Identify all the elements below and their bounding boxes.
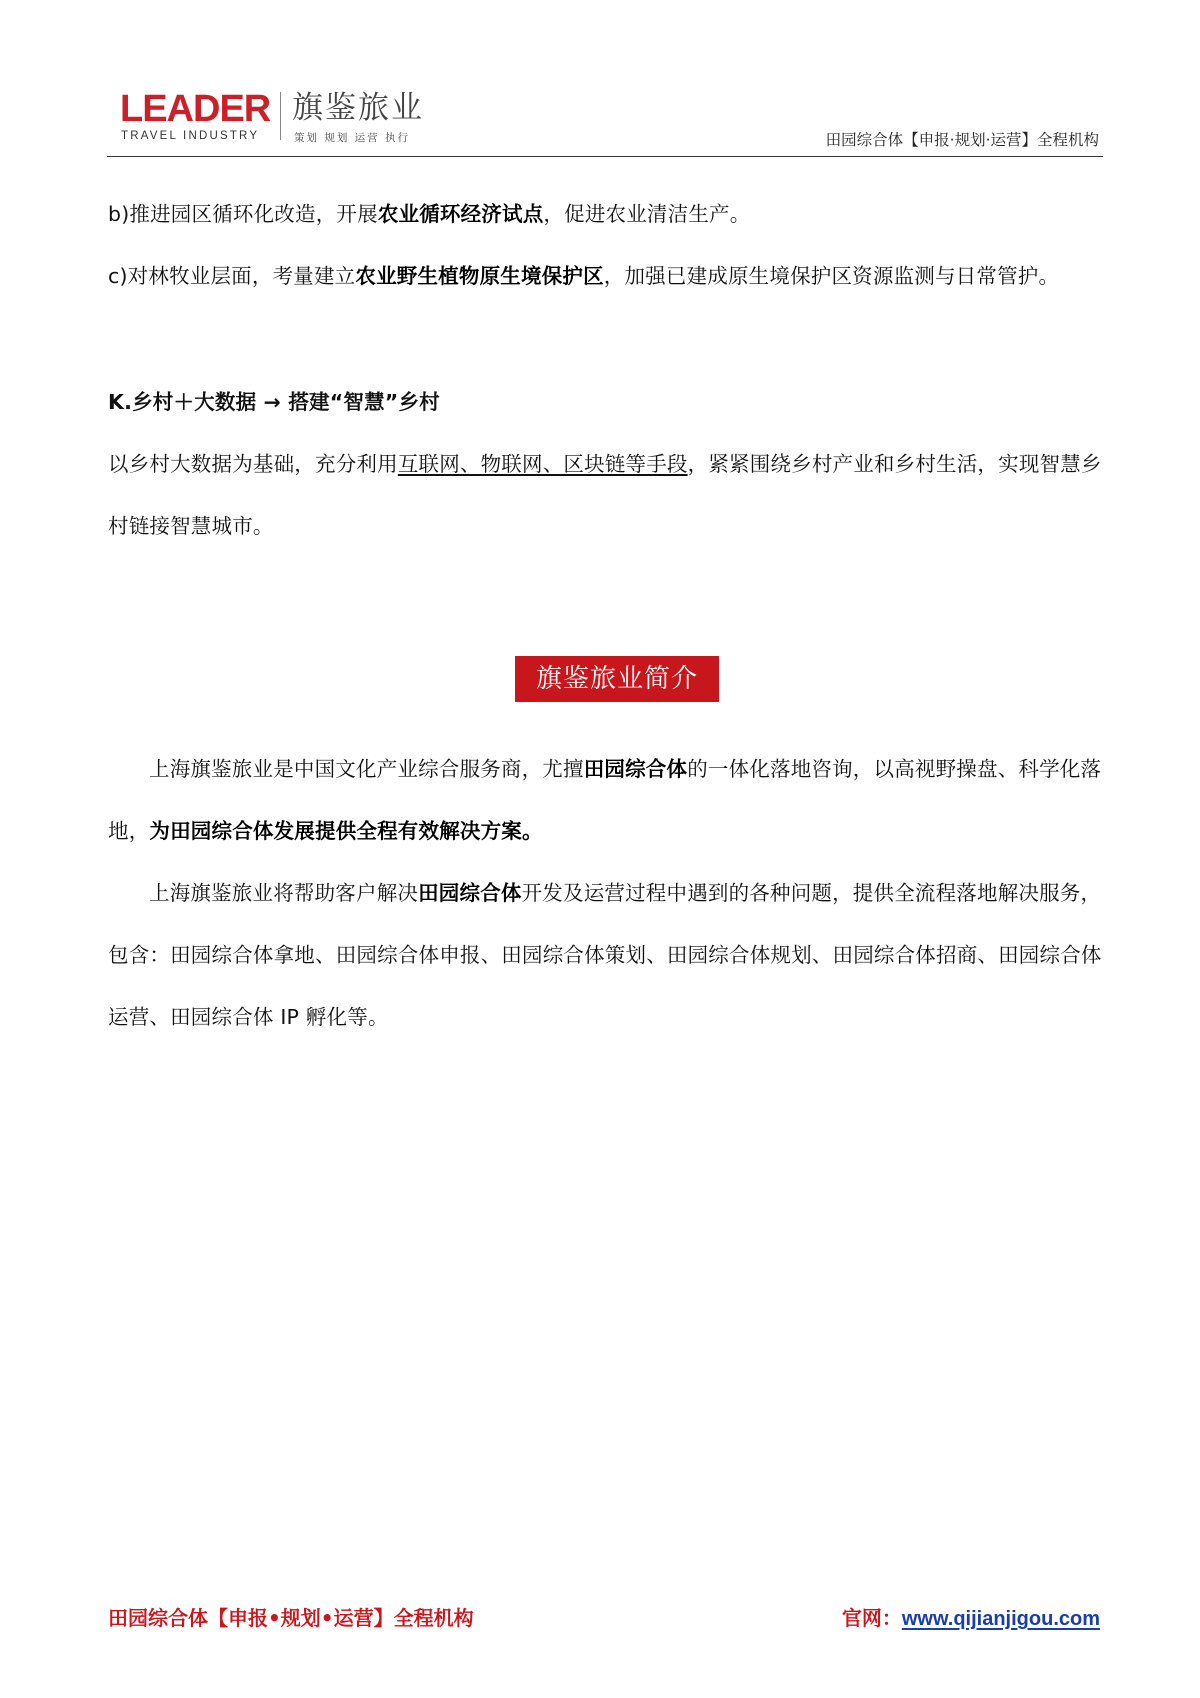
header-tagline: 田园综合体【申报·规划·运营】全程机构 — [825, 131, 1099, 149]
intro-paragraph-1: 上海旗鉴旅业是中国文化产业综合服务商，尤擅田园综合体的一体化落地咨询，以高视野操盘、科学化落地，为田园综合体发展提供全程有效解决方案。 — [108, 757, 1102, 843]
highlight-text: 田园综合体 — [583, 757, 688, 781]
paragraph-b: b)推进园区循环化改造，开展农业循环经济试点，促进农业清洁生产。 — [108, 202, 751, 226]
logo-english-subtitle: TRAVEL INDUSTRY — [121, 130, 260, 142]
highlight-text: 为田园综合体发展提供全程有效解决方案。 — [149, 819, 543, 843]
paragraph-k: 以乡村大数据为基础，充分利用互联网、物联网、区块链等手段，紧紧围绕乡村产业和乡村生活，实现智慧乡村链接智慧城市。 — [108, 452, 1102, 538]
footer-tagline: 田园综合体【申报•规划•运营】全程机构 — [108, 1606, 474, 1630]
website-link[interactable]: www.qijianjigou.com — [901, 1608, 1100, 1630]
logo-chinese: 旗鉴旅业 — [292, 90, 424, 126]
logo-chinese-subtitle: 策划 规划 运营 执行 — [294, 132, 411, 144]
highlight-text: 农业野生植物原生境保护区 — [355, 264, 604, 288]
logo-divider — [280, 92, 281, 140]
paragraph-c: c)对林牧业层面，考量建立农业野生植物原生境保护区，加强已建成原生境保护区资源监测与日常管护。 — [108, 264, 1060, 288]
section-heading-k: K.乡村＋大数据 → 搭建“智慧”乡村 — [108, 390, 440, 414]
page-header — [107, 80, 1103, 157]
logo-english: LEADER — [120, 88, 271, 130]
intro-paragraph-2: 上海旗鉴旅业将帮助客户解决田园综合体开发及运营过程中遇到的各种问题，提供全流程落地解决服务，包含：田园综合体拿地、田园综合体申报、田园综合体策划、田园综合体规划、田园综合体招商、田园综合体运营、田园综合体 IP 孵化等。 — [108, 881, 1102, 1029]
highlight-text: 田园综合体 — [418, 881, 522, 905]
footer-website — [842, 1602, 1100, 1631]
underlined-text: 互联网、物联网、区块链等手段 — [397, 452, 688, 476]
section-title-badge: 旗鉴旅业简介 — [515, 656, 719, 702]
footer-website-label: 官网： — [841, 1606, 902, 1630]
highlight-text: 农业循环经济试点 — [377, 202, 544, 226]
